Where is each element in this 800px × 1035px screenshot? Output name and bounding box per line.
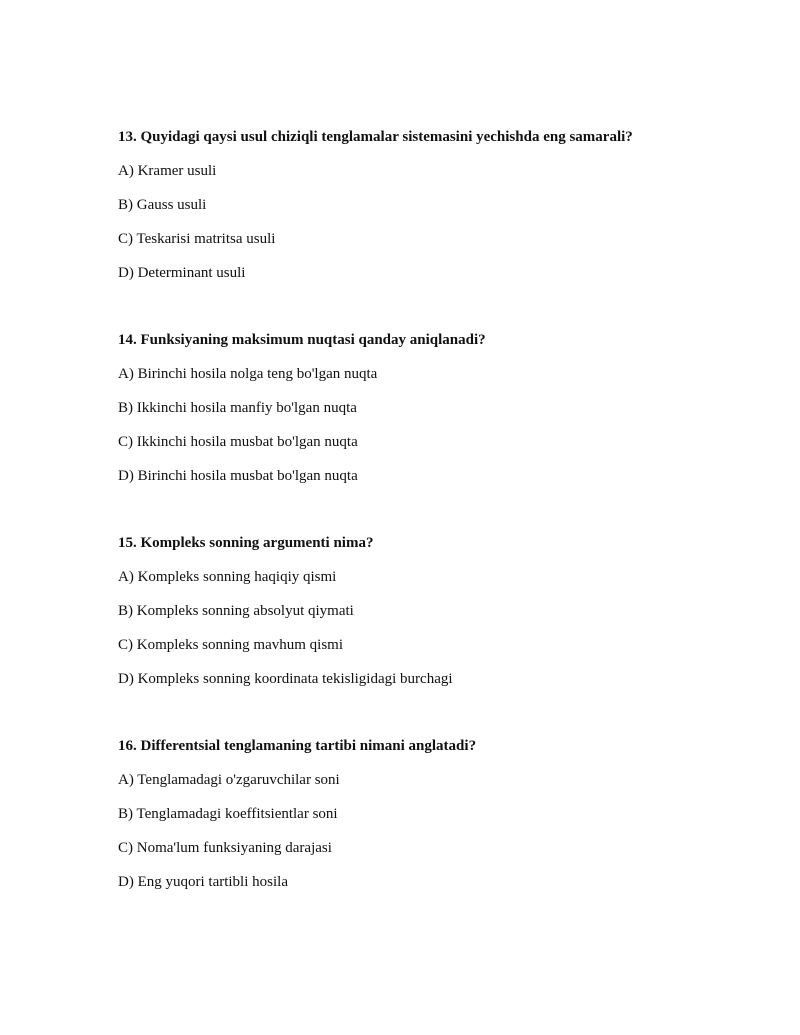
question-15 <box>118 532 758 690</box>
answer-options <box>118 769 758 893</box>
option-b: B) Gauss usuli <box>118 197 207 213</box>
question-title: 13. Quyidagi qaysi usul chiziqli tenglamalar sistemasini yechishda eng samarali? <box>118 129 633 145</box>
question-14 <box>118 329 758 487</box>
option-a: A) Birinchi hosila nolga teng bo'lgan nuqta <box>118 366 378 382</box>
option-b: B) Kompleks sonning absolyut qiymati <box>118 603 354 619</box>
question-title: 16. Differentsial tenglamaning tartibi nimani anglatadi? <box>118 738 477 754</box>
answer-options <box>118 160 758 284</box>
question-13 <box>118 126 758 284</box>
question-16 <box>118 735 758 893</box>
question-title: 14. Funksiyaning maksimum nuqtasi qanday aniqlanadi? <box>118 332 486 348</box>
option-c: C) Ikkinchi hosila musbat bo'lgan nuqta <box>118 434 358 450</box>
answer-options <box>118 566 758 690</box>
question-title: 15. Kompleks sonning argumenti nima? <box>118 535 374 551</box>
answer-options <box>118 363 758 487</box>
option-c: C) Noma'lum funksiyaning darajasi <box>118 840 332 856</box>
option-b: B) Ikkinchi hosila manfiy bo'lgan nuqta <box>118 400 357 416</box>
option-d: D) Birinchi hosila musbat bo'lgan nuqta <box>118 468 358 484</box>
option-a: A) Kompleks sonning haqiqiy qismi <box>118 569 337 585</box>
option-a: A) Tenglamadagi o'zgaruvchilar soni <box>118 772 340 788</box>
option-c: C) Kompleks sonning mavhum qismi <box>118 637 343 653</box>
option-c: C) Teskarisi matritsa usuli <box>118 231 276 247</box>
option-d: D) Kompleks sonning koordinata tekisligidagi burchagi <box>118 671 453 687</box>
option-d: D) Eng yuqori tartibli hosila <box>118 874 288 890</box>
option-a: A) Kramer usuli <box>118 163 217 179</box>
option-d: D) Determinant usuli <box>118 265 246 281</box>
option-b: B) Tenglamadagi koeffitsientlar soni <box>118 806 338 822</box>
